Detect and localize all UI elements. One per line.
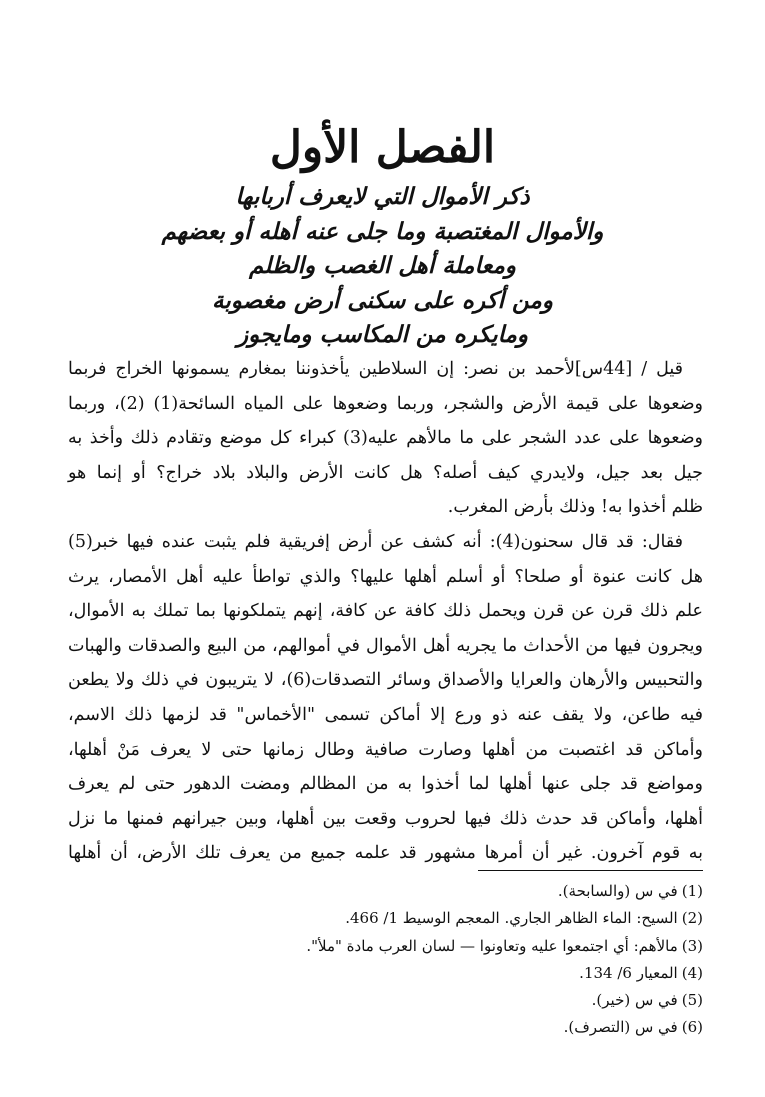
- body-line: به قوم آخرون. غير أن أمرها مشهور قد علمه جميع من يعرف تلك الأرض، أن أهلها: [68, 843, 703, 864]
- footnote-number: (3): [681, 936, 703, 955]
- subtitle-line: ومايكره من المكاسب ومايجوز: [236, 321, 529, 348]
- chapter-subtitle: [120, 180, 645, 353]
- footnote-text: في س (خير).: [591, 991, 678, 1010]
- body-line: فقال: قد قال سحنون(4): أنه كشف عن أرض إفريقية فلم يثبت عنده فيها خبر(5): [68, 531, 684, 552]
- footnote: [68, 905, 703, 932]
- subtitle-line: ومعاملة أهل الغصب والظلم: [248, 252, 517, 279]
- footnote-number: (2): [681, 909, 703, 928]
- footnote: [68, 960, 703, 987]
- body-line: ويجرون فيها من الأحداث ما يجريه أهل الأموال في أموالهم، من البيع والصدقات والهبات: [68, 635, 703, 656]
- footnote-number: (1): [681, 882, 703, 900]
- body-text: [68, 352, 703, 871]
- body-line: هل كانت عنوة أو صلحا؟ أو أسلم أهلها عليها؟ والذي تواطأ عليه أهل الأمصار، يرث: [68, 566, 703, 587]
- body-line: جيل بعد جيل، ولايدري كيف أصله؟ هل كانت الأرض والبلاد بلاد خراج؟ أو إنما هو: [68, 462, 703, 483]
- subtitle-line: ومن أكره على سكنى أرض مغصوبة: [212, 286, 553, 314]
- footnote-text: في س (والسابحة).: [557, 882, 678, 900]
- footnote: [68, 987, 703, 1014]
- body-line: وضعوها على قيمة الأرض والشجر، وربما وضعوها على المياه السائحة(1) (2)، وربما: [68, 393, 704, 414]
- subtitle-line: والأموال المغتصبة وما جلى عنه أهله أو بعضهم: [161, 217, 604, 245]
- footnote-text: في س (التصرف).: [563, 1018, 678, 1037]
- subtitle-line: ذكر الأموال التي لايعرف أربابها: [235, 183, 530, 210]
- footnote-number: (6): [681, 1018, 703, 1037]
- footnote: [68, 1014, 703, 1041]
- body-line: وأماكن قد اغتصبت من أهلها وصارت صافية وطال زمانها حتى لا يعرف مَنْ أهلها،: [68, 739, 703, 760]
- footnote-number: (4): [681, 963, 703, 982]
- body-line: والتحبيس والأرهان والعرايا والأصداق وسائر التصدقات(6)، لا يتريبون في ذلك ولا يطعن: [68, 670, 703, 691]
- body-line: ظلم أخذوا به! وذلك بأرض المغرب.: [447, 497, 703, 518]
- footnote: [68, 933, 703, 960]
- footnote-number: (5): [681, 991, 703, 1010]
- body-line: قيل / [44س]لأحمد بن نصر: إن السلاطين يأخذوننا بمغارم يسمونها الخراج فربما: [68, 359, 684, 379]
- body-line: ومواضع قد جلى عنها أهلها لما أخذوا به من المظالم ومضت الدهور حتى لم يعرف: [68, 774, 703, 795]
- body-line: أهلها، وأماكن قد حدث ذلك فيها لحروب وقعت بين أهلها، وبين جيرانهم فمنها ما نزل: [68, 808, 703, 829]
- body-line: وضعوها على عدد الشجر على ما مالأهم عليه(3) كبراء كل موضع وتقادم ذلك وأخذ به: [68, 428, 703, 449]
- footnote-text: المعيار 6/ 134.: [579, 963, 678, 982]
- footnote-text: السيح: الماء الظاهر الجاري. المعجم الوسيط 1/ 466.: [345, 909, 678, 928]
- chapter-title: الفصل الأول: [269, 122, 496, 173]
- body-line: علم ذلك قرن عن قرن ويحمل ذلك كافة عن كافة، إنهم يتملكونها بما تملك به الأموال،: [68, 601, 703, 622]
- footnote: [68, 878, 703, 905]
- body-line: فيه طاعن، ولا يقف عنه ذو ورع إلا أماكن تسمى "الأخماس" قد لزمها ذلك الاسم،: [68, 704, 703, 725]
- footnote-text: مالأهم: أي اجتمعوا عليه وتعاونوا — لسان العرب مادة "ملأ".: [306, 936, 678, 955]
- footnote-separator: [478, 870, 703, 871]
- footnotes: [68, 878, 703, 1042]
